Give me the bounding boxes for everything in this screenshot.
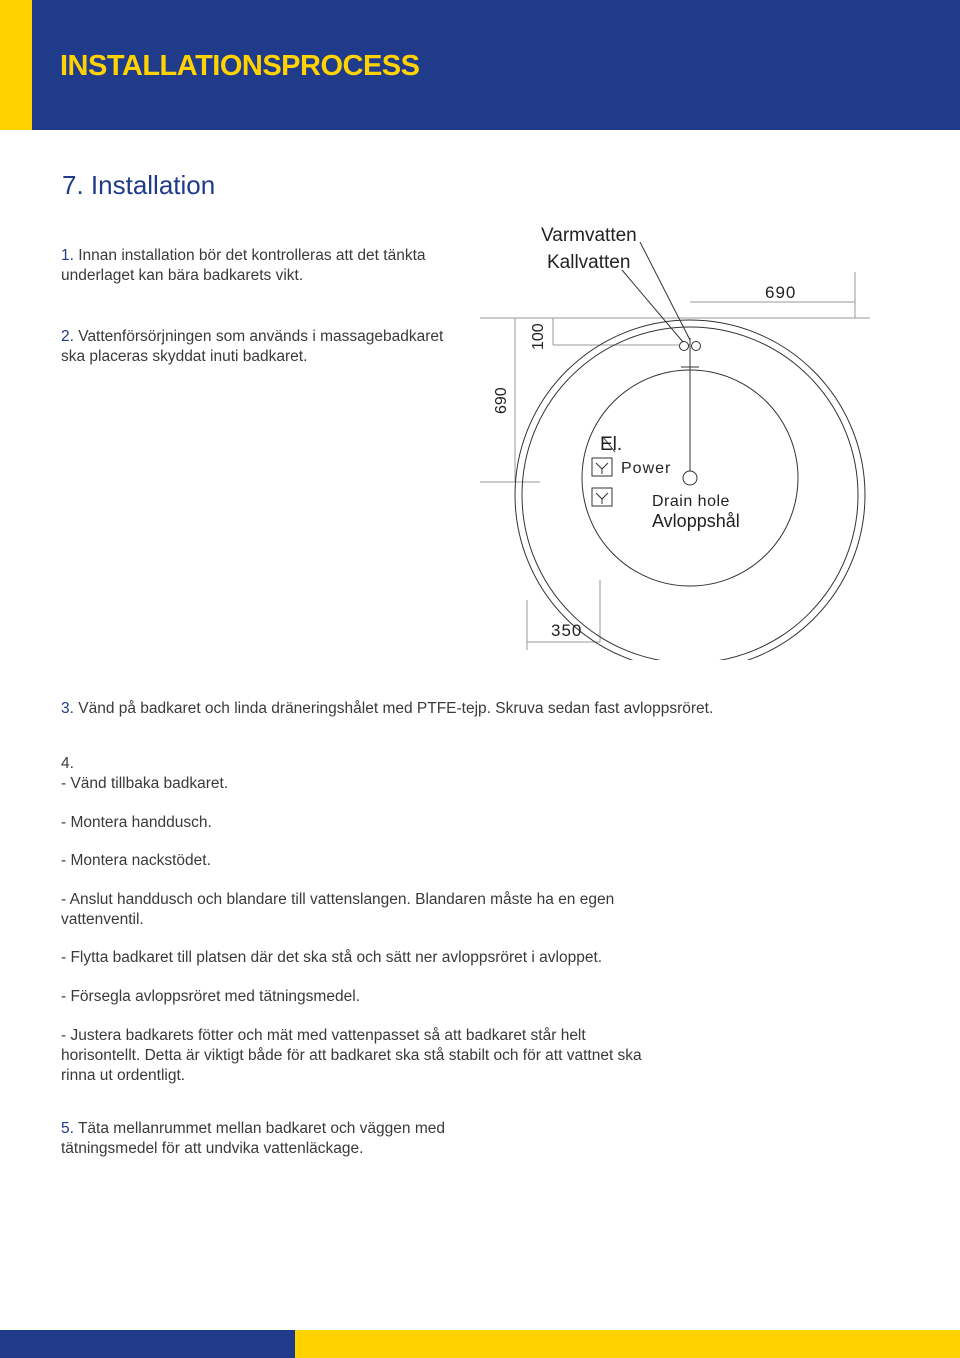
- step-4-item: - Montera nackstödet.: [61, 852, 211, 869]
- dim-top-690: 690: [765, 283, 797, 302]
- step-3: [61, 699, 921, 719]
- label-el: El.: [600, 434, 623, 455]
- header-accent-bar: [0, 0, 32, 130]
- step-1-number: 1.: [61, 247, 74, 264]
- step-4-item: - Försegla avloppsröret med tätningsmedel.: [61, 988, 360, 1005]
- step-5-text: Täta mellanrummet mellan badkaret och väggen med tätningsmedel för att undvika vattenläckage.: [61, 1120, 445, 1157]
- step-5-number: 5.: [61, 1120, 74, 1137]
- step-4-item: - Montera handdusch.: [61, 814, 212, 831]
- page-title: INSTALLATIONSPROCESS: [60, 50, 420, 82]
- dim-bottom-350: 350: [551, 621, 583, 640]
- label-drain-hole: Drain hole: [652, 493, 730, 510]
- label-avloppshal: Avloppshål: [652, 511, 740, 531]
- step-4-item: - Justera badkarets fötter och mät med vattenpasset så att badkaret står helt horisontellt. Detta är viktigt både för att badkaret ska stå stabilt och för att vattnet ska rinna ut ordentligt.: [61, 1027, 642, 1084]
- step-5: [61, 1119, 461, 1159]
- footer-blue-bar: [0, 1330, 295, 1358]
- label-power: Power: [621, 460, 672, 477]
- dim-side-690: 690: [493, 387, 510, 414]
- footer-yellow-bar: [295, 1330, 960, 1358]
- step-4-item: - Vänd tillbaka badkaret.: [61, 775, 229, 792]
- step-1: [61, 246, 461, 286]
- step-2-number: 2.: [61, 328, 74, 345]
- section-title: 7. Installation: [62, 170, 216, 200]
- step-4-number: 4.: [61, 755, 74, 772]
- step-2: [61, 327, 451, 367]
- step-3-number: 3.: [61, 700, 74, 717]
- step-2-text: Vattenförsörjningen som används i massagebadkaret ska placeras skyddat inuti badkaret.: [61, 328, 444, 365]
- label-cold-water: Kallvatten: [547, 252, 631, 273]
- step-1-text: Innan installation bör det kontrolleras att det tänkta underlaget kan bära badkarets vikt.: [61, 247, 426, 284]
- step-3-text: Vänd på badkaret och linda dräneringshålet med PTFE-tejp. Skruva sedan fast avloppsröret.: [78, 700, 714, 717]
- dim-side-100: 100: [530, 323, 547, 350]
- step-4-item: - Flytta badkaret till platsen där det ska stå och sätt ner avloppsröret i avloppet.: [61, 949, 603, 966]
- step-4-item: - Anslut handdusch och blandare till vattenslangen. Blandaren måste ha en egen vattenventil.: [61, 891, 615, 928]
- label-hot-water: Varmvatten: [541, 225, 637, 246]
- bathtub-diagram: [470, 215, 870, 660]
